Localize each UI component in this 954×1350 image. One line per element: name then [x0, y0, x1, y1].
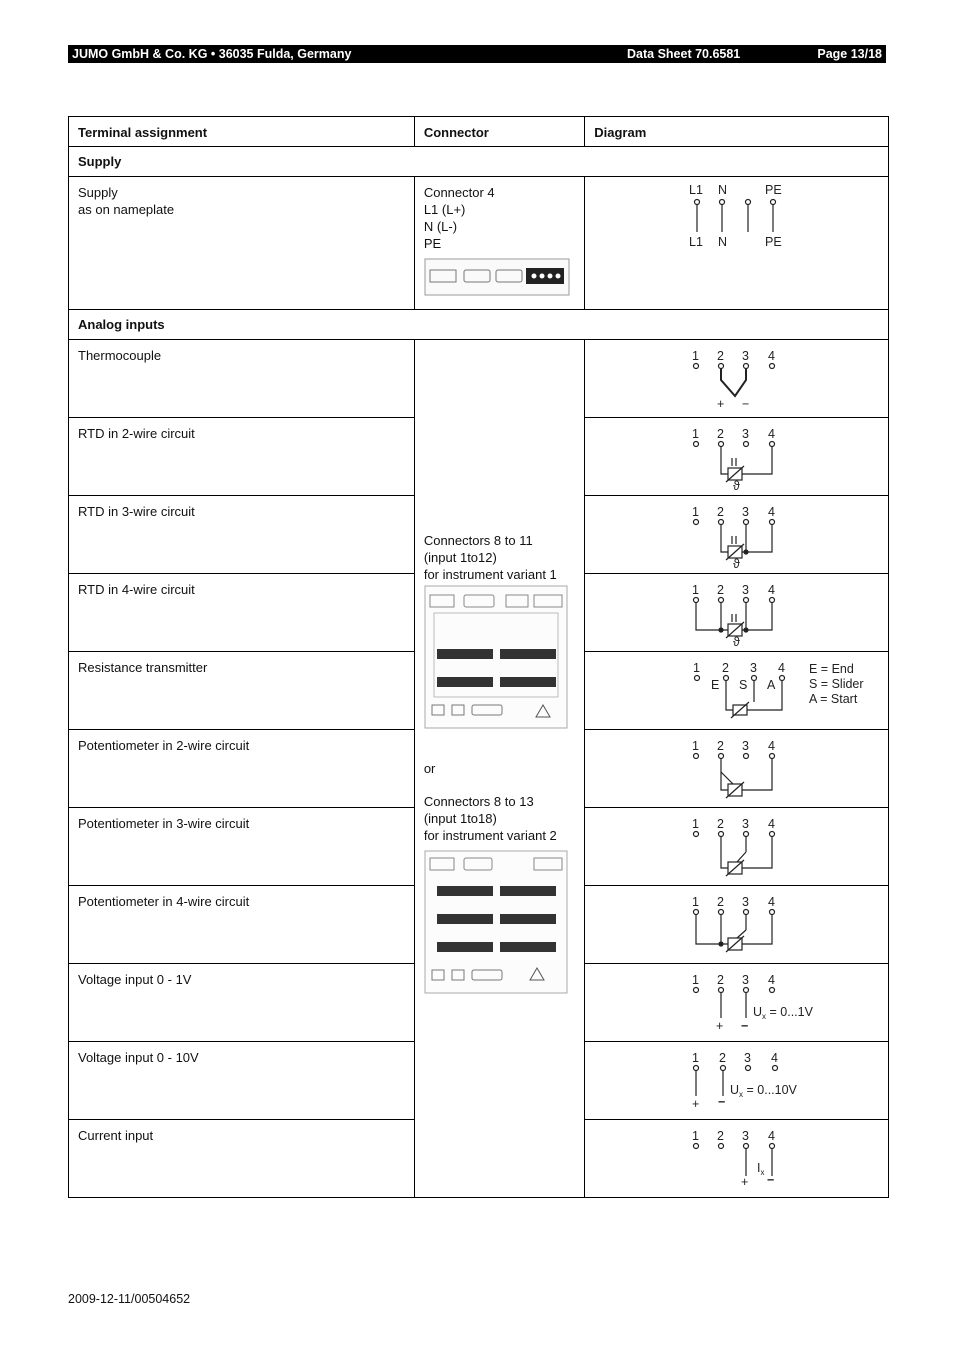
terminal-4-label: 4: [771, 1051, 779, 1065]
minus-sign: −: [741, 1019, 749, 1033]
terminal-1-label: 1: [692, 505, 700, 519]
terminal-4-label: 4: [768, 1129, 776, 1143]
terminal-1-label: 1: [693, 661, 701, 675]
table-row: [69, 340, 889, 418]
terminal-4-label: 4: [768, 817, 776, 831]
rtd-3wire-diagram: [585, 496, 888, 573]
supply-connector-line: PE: [423, 236, 442, 251]
page-number: Page 13/18: [817, 47, 882, 61]
terminal-1-label: 1: [692, 349, 700, 363]
thermocouple-diagram: [585, 340, 888, 417]
terminal-3-label: 3: [750, 661, 758, 675]
voltage-10v-diagram: [585, 1042, 888, 1119]
table-row-supply: [69, 177, 889, 310]
supply-label-bottom: L1: [689, 235, 704, 249]
voltage-10v-label: [730, 1083, 798, 1099]
current-symbol: I: [757, 1161, 761, 1175]
terminal-4-label: 4: [768, 895, 776, 909]
terminal-2-label: 2: [717, 895, 725, 909]
supply-label-top: L1: [689, 183, 704, 197]
connector-variant1-line: (input 1to12): [423, 550, 497, 565]
terminal-1-label: 1: [692, 1051, 700, 1065]
section-title-supply: Supply: [78, 154, 122, 169]
terminal-4-label: 4: [768, 973, 776, 987]
connector-4-image: [424, 258, 572, 298]
terminal-1-label: 1: [692, 1129, 700, 1143]
terminal-2-label: 2: [717, 817, 725, 831]
datasheet-number: Data Sheet 70.6581: [627, 47, 741, 61]
theta-symbol: ϑ: [733, 557, 741, 571]
connector-variant2-line: (input 1to18): [423, 811, 497, 826]
column-header-connector: Connector: [423, 125, 489, 140]
supply-diagram: [585, 177, 888, 309]
terminal-3-label: 3: [742, 817, 750, 831]
table-header-row: [69, 117, 889, 147]
supply-connector-line: L1 (L+): [423, 202, 466, 217]
connector-variant1-line: Connectors 8 to 11: [423, 533, 533, 548]
input-type-label: Potentiometer in 4-wire circuit: [78, 894, 250, 909]
theta-symbol: ϑ: [733, 635, 741, 649]
terminal-4-label: 4: [768, 427, 776, 441]
supply-connector: [415, 177, 584, 302]
plus-sign: +: [692, 1097, 700, 1111]
terminal-2-label: 2: [722, 661, 730, 675]
potentiometer-3wire-diagram: [585, 808, 888, 885]
input-type-label: RTD in 2-wire circuit: [78, 426, 195, 441]
input-type-label: RTD in 4-wire circuit: [78, 582, 195, 597]
potentiometer-4wire-diagram: [585, 886, 888, 963]
input-type-label: Potentiometer in 2-wire circuit: [78, 738, 250, 753]
terminal-4-label: 4: [768, 583, 776, 597]
current-label: [757, 1161, 764, 1177]
voltage-symbol: U: [753, 1005, 763, 1019]
terminal-3-label: 3: [742, 973, 750, 987]
terminal-2-label: 2: [719, 1051, 727, 1065]
theta-symbol: ϑ: [733, 479, 741, 493]
terminal-3-label: 3: [742, 583, 750, 597]
supply-label-top: PE: [765, 183, 782, 197]
input-type-label: Current input: [78, 1128, 154, 1143]
terminal-4-label: 4: [768, 505, 776, 519]
resistance-letter-e: E: [711, 678, 720, 692]
terminal-1-label: 1: [692, 427, 700, 441]
terminal-4-label: 4: [768, 739, 776, 753]
column-header-diagram: Diagram: [594, 125, 647, 140]
rtd-2wire-diagram: [585, 418, 888, 495]
terminal-1-label: 1: [692, 583, 700, 597]
plus-sign: +: [716, 1019, 724, 1033]
terminal-3-label: 3: [742, 739, 750, 753]
minus-sign: −: [742, 397, 750, 411]
terminal-table: [68, 116, 889, 1198]
section-title-analog: Analog inputs: [78, 317, 165, 332]
supply-terminal-line: Supply: [78, 185, 118, 200]
page-header: [68, 45, 886, 63]
resistance-letter-s: S: [739, 678, 748, 692]
connector-variant2-text: [424, 793, 575, 844]
plus-sign: +: [717, 397, 725, 411]
supply-connector-line: N (L-): [423, 219, 458, 234]
connector-or: or: [423, 761, 436, 776]
connector-variant1-text: [424, 532, 575, 583]
input-type-label: Voltage input 0 - 10V: [78, 1050, 199, 1065]
section-row-supply: [69, 147, 889, 177]
rtd-4wire-diagram: [585, 574, 888, 651]
terminal-2-label: 2: [717, 583, 725, 597]
minus-sign: −: [718, 1095, 726, 1109]
terminal-2-label: 2: [717, 1129, 725, 1143]
company-name: JUMO GmbH & Co. KG • 36035 Fulda, Germany: [72, 47, 352, 61]
terminal-3-label: 3: [742, 505, 750, 519]
terminal-2-label: 2: [717, 739, 725, 753]
voltage-range: = 0...10V: [743, 1083, 798, 1097]
terminal-labels: [692, 349, 775, 363]
plus-sign: +: [741, 1175, 749, 1189]
terminal-3-label: 3: [744, 1051, 752, 1065]
terminal-1-label: 1: [692, 817, 700, 831]
voltage-subscript: x: [762, 1012, 767, 1021]
analog-connector: [415, 340, 584, 999]
supply-terminal: [69, 177, 414, 218]
input-type-label: RTD in 3-wire circuit: [78, 504, 195, 519]
document-footer: 2009-12-11/00504652: [68, 1292, 191, 1306]
terminal-3-label: 3: [742, 1129, 750, 1143]
terminal-3-label: 3: [742, 427, 750, 441]
terminal-1-label: 1: [692, 895, 700, 909]
terminal-2-label: 2: [717, 427, 725, 441]
connector-variant1-line: for instrument variant 1: [423, 567, 557, 582]
terminal-1-label: 1: [692, 973, 700, 987]
instrument-variant1-image: [424, 585, 570, 731]
supply-terminal-line: as on nameplate: [78, 202, 175, 217]
legend-start: A = Start: [809, 692, 858, 706]
resistance-transmitter-diagram: [585, 652, 888, 729]
terminal-3-label: 3: [742, 895, 750, 909]
input-type-label: Resistance transmitter: [78, 660, 208, 675]
resistance-letter-a: A: [767, 678, 776, 692]
terminal-4-label: 4: [768, 349, 776, 363]
voltage-1v-label: [753, 1005, 814, 1021]
voltage-range: = 0...1V: [766, 1005, 814, 1019]
voltage-1v-diagram: [585, 964, 888, 1041]
input-type-label: Potentiometer in 3-wire circuit: [78, 816, 250, 831]
supply-label-top: N: [718, 183, 728, 197]
section-row-analog: [69, 310, 889, 340]
input-type-label: Voltage input 0 - 1V: [78, 972, 192, 987]
potentiometer-2wire-diagram: [585, 730, 888, 807]
connector-variant2-line: Connectors 8 to 13: [423, 794, 534, 809]
terminal-2-label: 2: [717, 973, 725, 987]
terminal-2-label: 2: [717, 505, 725, 519]
connector-variant2-line: for instrument variant 2: [423, 828, 557, 843]
terminal-2-label: 2: [717, 349, 725, 363]
legend-end: E = End: [809, 662, 855, 676]
minus-sign: −: [767, 1173, 775, 1187]
legend-slider: S = Slider: [809, 677, 864, 691]
current-input-diagram: [585, 1120, 888, 1197]
terminal-3-label: 3: [742, 349, 750, 363]
instrument-variant2-image: [424, 850, 570, 996]
terminal-1-label: 1: [692, 739, 700, 753]
supply-label-bottom: PE: [765, 235, 782, 249]
supply-label-bottom: N: [718, 235, 728, 249]
current-subscript: x: [760, 1168, 765, 1177]
column-header-terminal: Terminal assignment: [78, 125, 208, 140]
input-type-label: Thermocouple: [78, 348, 162, 363]
supply-connector-line: Connector 4: [423, 185, 495, 200]
voltage-symbol: U: [730, 1083, 740, 1097]
voltage-subscript: x: [739, 1090, 744, 1099]
terminal-4-label: 4: [778, 661, 786, 675]
